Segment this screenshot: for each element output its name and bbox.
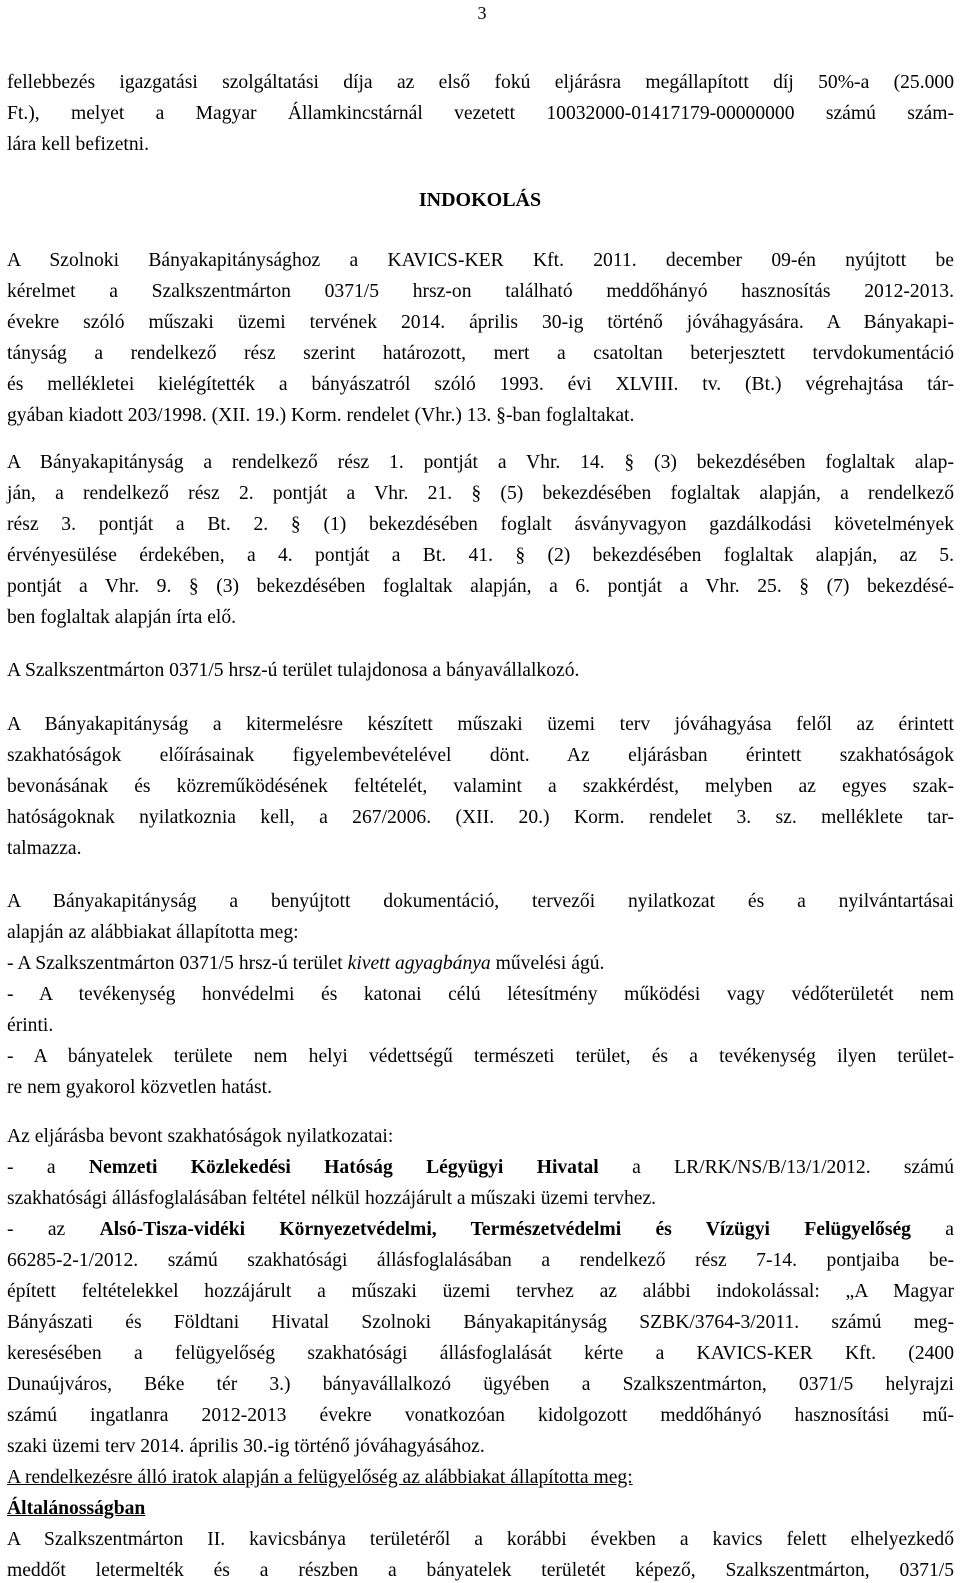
text-line: Dunaújváros, Béke tér 3.) bányavállalkozó ügyében a Szalkszentmárton, 0371/5 helyrajzi	[7, 1374, 954, 1395]
text-line: számú ingatlanra 2012-2013 évekre vonatkozóan kidolgozott meddőhányó hasznosítási mű-	[7, 1405, 954, 1426]
text-line: pontját a Vhr. 9. § (3) bekezdésében foglaltak alapján, a 6. pontját a Vhr. 25. § (7) bekezdésé-	[7, 576, 954, 597]
text-line: szaki üzemi terv 2014. április 30.-ig történő jóváhagyásához.	[7, 1436, 485, 1457]
text-line: talmazza.	[7, 838, 82, 859]
text-line: és mellékletei kielégítették a bányászatról szóló 1993. évi XLVIII. tv. (Bt.) végrehajtása tár-	[7, 374, 954, 395]
text-line: A Szalkszentmárton II. kavicsbánya területéről a korábbi években a kavics felett elhelyezkedő	[7, 1529, 954, 1550]
text-line: Bányászati és Földtani Hivatal Szolnoki Bányakapitányság SZBK/3764-3/2011. számú meg-	[7, 1312, 954, 1333]
text-line: szakhatósági állásfoglalásában feltétel nélkül hozzájárult a műszaki üzemi tervhez.	[7, 1188, 657, 1209]
text-line: hatóságoknak nyilatkoznia kell, a 267/2006. (XII. 20.) Korm. rendelet 3. sz. melléklete tar-	[7, 807, 954, 828]
text-line: tányság a rendelkező rész szerint határozott, mert a csatoltan beterjesztett tervdokumentáció	[7, 343, 954, 364]
text-line: 66285-2-1/2012. számú szakhatósági állásfoglalásában a rendelkező rész 7-14. pontjaiba be-	[7, 1250, 954, 1271]
text-line: szakhatóságok előírásainak figyelembevételével dönt. Az eljárásban érintett szakhatóságok	[7, 745, 954, 766]
text-line: bevonásának és közreműködésének feltételét, valamint a szakkérdést, melyben az egyes szak-	[7, 776, 954, 797]
text-line: A Szolnoki Bányakapitánysághoz a KAVICS-KER Kft. 2011. december 09-én nyújtott be	[7, 250, 954, 271]
underlined-text: A rendelkezésre álló iratok alapján a felügyelőség az alábbiakat állapította meg:	[7, 1467, 633, 1488]
text-segment: a LR/RK/NS/B/13/1/2012. számú	[598, 1157, 954, 1178]
paragraph-owner: A Szalkszentmárton 0371/5 hrsz-ú terület tulajdonosa a bányavállalkozó.	[7, 660, 580, 681]
text-line	[7, 1218, 954, 1242]
text-line: - A bányatelek területe nem helyi védettségű természeti terület, és a tevékenység ilyen terület-	[7, 1046, 954, 1067]
text-line: Ft.), melyet a Magyar Államkincstárnál vezetett 10032000-01417179-00000000 számú szám-	[7, 103, 954, 124]
text-line: érinti.	[7, 1015, 54, 1036]
text-line: meddőt letermelték és a részben a bányatelek területét képező, Szalkszentmárton, 0371/5	[7, 1560, 954, 1581]
text-segment: - a	[7, 1157, 89, 1178]
text-line	[7, 1466, 954, 1490]
section-heading: INDOKOLÁS	[418, 189, 542, 211]
text-line: rész 3. pontját a Bt. 2. § (1) bekezdésében foglalt ásványvagyon gazdálkodási követelmények	[7, 514, 954, 535]
text-line: gyában kiadott 203/1998. (XII. 19.) Korm. rendelet (Vhr.) 13. §-ban foglaltakat.	[7, 405, 635, 426]
text-line: ben foglaltak alapján írta elő.	[7, 607, 237, 628]
text-line: épített feltételekkel hozzájárult a műszaki üzemi tervhez az alábbi indokolással: „A Magyar	[7, 1281, 954, 1302]
text-line: lára kell befizetni.	[7, 134, 149, 155]
text-line: keresésében a felügyelőség szakhatósági állásfoglalását kérte a KAVICS-KER Kft. (2400	[7, 1343, 954, 1364]
text-line: alapján az alábbiakat állapította meg:	[7, 922, 299, 943]
text-line	[7, 952, 954, 976]
text-line: kérelmet a Szalkszentmárton 0371/5 hrsz-on található meddőhányó hasznosítás 2012-2013.	[7, 281, 954, 302]
text-line: A Bányakapitányság a rendelkező rész 1. pontját a Vhr. 14. § (3) bekezdésében foglaltak alap-	[7, 452, 954, 473]
text-line: fellebbezés igazgatási szolgáltatási díja az első fokú eljárásra megállapított díj 50%-a (25.000	[7, 72, 954, 93]
text-line	[7, 1156, 954, 1180]
emphasis-text: kivett agyagbánya	[347, 953, 491, 974]
text-line: A Bányakapitányság a kitermelésre készített műszaki üzemi terv jóváhagyása felől az érintett	[7, 714, 954, 735]
page-number: 3	[477, 3, 487, 23]
text-segment: művelési ágú.	[490, 953, 605, 974]
text-segment: - az	[7, 1219, 100, 1240]
text-line: Az eljárásba bevont szakhatóságok nyilatkozatai:	[7, 1126, 394, 1147]
text-line: re nem gyakorol közvetlen hatást.	[7, 1077, 272, 1098]
text-line: ján, a rendelkező rész 2. pontját a Vhr. 21. § (5) bekezdésében foglaltak alapján, a rendelkező	[7, 483, 954, 504]
text-line: A Bányakapitányság a benyújtott dokumentáció, tervezői nyilatkozat és a nyilvántartásai	[7, 891, 954, 912]
text-line: évekre szóló műszaki üzemi tervének 2014. április 30-ig történő jóváhagyására. A Bányakapi-	[7, 312, 954, 333]
authority-name: Alsó-Tisza-vidéki Környezetvédelmi, Természetvédelmi és Vízügyi Felügyelőség	[99, 1219, 911, 1240]
text-segment: - A Szalkszentmárton 0371/5 hrsz-ú terület	[7, 953, 348, 974]
authority-name: Nemzeti Közlekedési Hatóság Légyügyi Hivatal	[88, 1157, 599, 1178]
text-line: érvényesülése érdekében, a 4. pontját a Bt. 41. § (2) bekezdésében foglaltak alapján, az 5.	[7, 545, 954, 566]
subheading-text: Általánosságban	[7, 1498, 146, 1519]
subheading	[7, 1497, 954, 1521]
text-line: - A tevékenység honvédelmi és katonai célú létesítmény működési vagy védőterületét nem	[7, 984, 954, 1005]
text-segment: a	[910, 1219, 955, 1240]
